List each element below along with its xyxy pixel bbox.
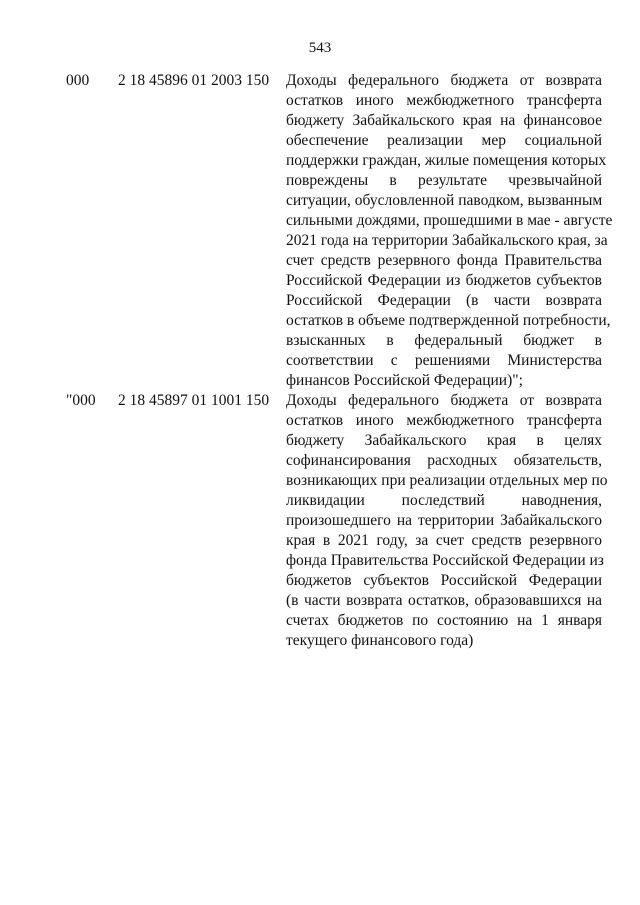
description-line: бюджетов субъектов Российской Федерации	[286, 572, 602, 589]
budget-classification-code: 2 18 45897 01 1001 150	[118, 392, 270, 409]
description-line: остатков иного межбюджетного трансферта	[286, 92, 602, 109]
description-line: софинансирования расходных обязательств,	[286, 452, 602, 469]
description-line: Российской Федерации из бюджетов субъектов	[286, 272, 602, 289]
description-line: произошедшего на территории Забайкальского	[286, 512, 602, 529]
description-line: соответствии с решениями Министерства	[286, 352, 602, 369]
description-line: Доходы федерального бюджета от возврата	[286, 392, 602, 409]
description-line: 2021 года на территории Забайкальского края, за	[286, 232, 608, 249]
description-line: счетах бюджетов по состоянию на 1 января	[286, 612, 602, 629]
budget-classification-code: 2 18 45896 01 2003 150	[118, 72, 270, 89]
description-line: текущего финансового года)	[286, 632, 474, 649]
description-line: остатков иного межбюджетного трансферта	[286, 412, 602, 429]
income-description	[286, 71, 613, 391]
description-line: Доходы федерального бюджета от возврата	[286, 72, 602, 89]
description-line: возникающих при реализации отдельных мер по	[286, 472, 608, 489]
description-line: бюджету Забайкальского края в целях	[286, 432, 602, 449]
description-line: взысканных в федеральный бюджет в	[286, 332, 602, 349]
description-line: повреждены в результате чрезвычайной	[286, 172, 602, 189]
description-line: фонда Правительства Российской Федерации из	[286, 552, 604, 569]
description-line: (в части возврата остатков, образовавшихся на	[286, 592, 602, 609]
page-number: 543	[308, 40, 332, 56]
description-line: бюджету Забайкальского края на финансовое	[286, 112, 602, 129]
description-line: сильными дождями, прошедшими в мае - августе	[286, 212, 613, 229]
description-line: финансов Российской Федерации)";	[286, 372, 523, 389]
description-line: ситуации, обусловленной паводком, вызванным	[286, 192, 603, 209]
income-description	[286, 391, 608, 651]
administrator-code: "000	[66, 392, 96, 409]
description-line: ликвидации последствий наводнения,	[286, 492, 602, 509]
description-line: поддержки граждан, жилые помещения которых	[286, 152, 607, 169]
description-line: края в 2021 году, за счет средств резервного	[286, 532, 602, 549]
administrator-code: 000	[66, 72, 90, 89]
description-line: обеспечение реализации мер социальной	[286, 132, 602, 149]
description-line: счет средств резервного фонда Правительства	[286, 252, 602, 269]
description-line: Российской Федерации (в части возврата	[286, 292, 602, 309]
description-line: остатков в объеме подтвержденной потребности,	[286, 312, 611, 329]
